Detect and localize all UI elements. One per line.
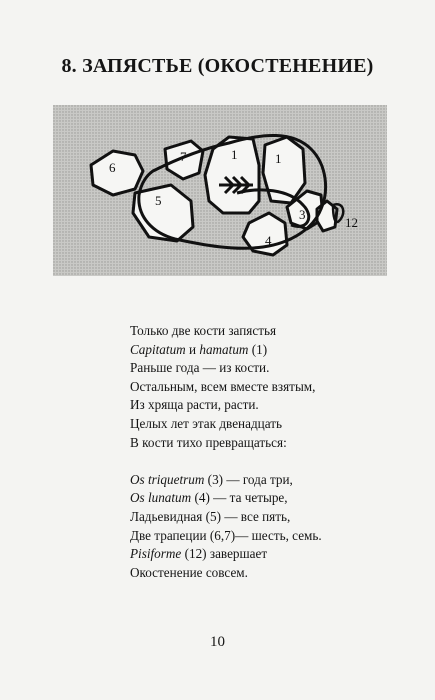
line-text: Только две кости запястья (130, 323, 277, 338)
poem-line (130, 508, 390, 527)
poem-line (130, 322, 390, 341)
stanza-gap (130, 452, 390, 471)
stanza-1 (130, 322, 390, 452)
line-text: В кости тихо превращаться: (130, 434, 287, 450)
stanza-2 (130, 471, 390, 583)
latin-term: Pisiforme (130, 546, 182, 562)
wrist-bones-illustration (53, 105, 387, 276)
latin-term: Os lunatum (130, 490, 192, 506)
line-text: Остальным, всем вместе взятым, (130, 378, 316, 394)
latin-term: Os triquetrum (130, 471, 205, 487)
wrist-bones-drawing (53, 105, 387, 276)
line-text: (12) завершает (181, 546, 268, 562)
poem-line (130, 434, 390, 453)
label-hamate: 1 (275, 151, 282, 166)
label-trapezoid: 7 (180, 149, 187, 164)
latin-term: Capitatum (130, 341, 186, 357)
poem (130, 322, 390, 582)
poem-line (130, 489, 390, 508)
label-triquetrum: 3 (299, 207, 306, 222)
poem-line (130, 564, 390, 583)
line-text: Раньше года — из кости. (130, 360, 270, 376)
line-text: Целых лет этак двенадцать (130, 415, 283, 431)
line-text: Две трапеции (6,7)— шесть, семь. (130, 527, 322, 543)
poem-line (130, 527, 390, 546)
latin-term: hamatum (199, 341, 249, 357)
line-text: Ладьевидная (5) — все пять, (130, 508, 291, 524)
page-title: 8. ЗАПЯСТЬЕ (ОКОСТЕНЕНИЕ) (61, 55, 374, 77)
page-number: 10 (210, 634, 225, 650)
poem-line (130, 471, 390, 490)
label-capitate: 1 (231, 147, 238, 162)
line-text: Из хряща расти, расти. (130, 397, 259, 413)
line-text: Окостенение совсем. (130, 564, 248, 580)
line-text: (3) — года три, (204, 471, 293, 487)
line-text: и (185, 341, 200, 357)
label-lunate: 4 (265, 233, 272, 248)
poem-line (130, 396, 390, 415)
label-pisiform: 12 (345, 215, 358, 230)
line-text: (1) (248, 341, 268, 357)
label-trapezium: 6 (109, 160, 116, 175)
poem-line (130, 378, 390, 397)
label-scaphoid: 5 (155, 193, 162, 208)
poem-line (130, 545, 390, 564)
poem-line (130, 341, 390, 360)
poem-line (130, 415, 390, 434)
poem-line (130, 359, 390, 378)
line-text: (4) — та четыре, (191, 490, 288, 506)
